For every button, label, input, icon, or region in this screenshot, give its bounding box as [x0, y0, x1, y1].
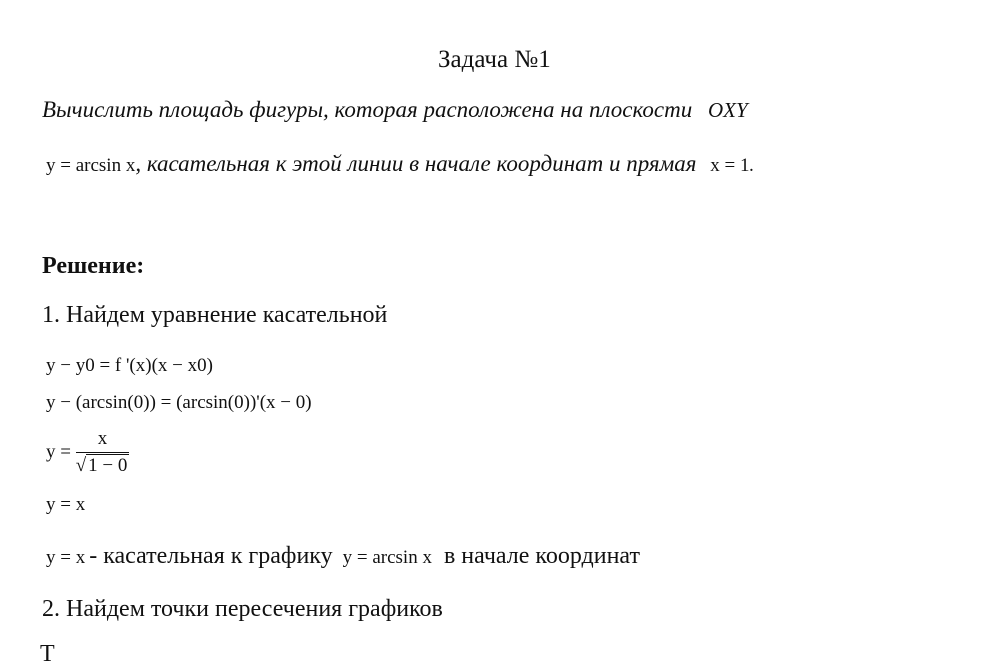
cut-off-next-line — [40, 641, 60, 667]
task-statement-line-1 — [42, 97, 748, 123]
fraction — [76, 428, 130, 477]
plane-name: OXY — [707, 98, 748, 122]
fraction-numerator: x — [76, 428, 130, 453]
conclusion-text-1: - касательная к графику — [89, 543, 333, 569]
tangent-conclusion — [46, 543, 640, 570]
tangent-result-equation: y = x — [46, 494, 86, 515]
conclusion-equation: y = x — [46, 547, 86, 568]
cut-off-char: Т — [40, 641, 55, 667]
tangent-substituted-equation: y − (arcsin(0)) = (arcsin(0))'(x − 0) — [46, 392, 312, 413]
line-formula: x = 1 — [710, 155, 750, 176]
conclusion-function: y = arcsin x — [342, 547, 432, 568]
conclusion-text-2: в начале координат — [443, 543, 640, 569]
task-text: Вычислить площадь фигуры, которая расположена на плоскости — [42, 97, 693, 122]
radicand: 1 − 0 — [88, 455, 128, 476]
problem-title: Задача №1 — [438, 46, 551, 73]
fraction-lhs: y = — [46, 441, 71, 463]
tangent-fraction-equation — [46, 428, 129, 477]
solution-heading: Решение: — [42, 253, 145, 279]
task-text-2: , касательная к этой линии в начале координат и прямая — [135, 151, 697, 176]
step-2-title: 2. Найдем точки пересечения графиков — [42, 596, 443, 622]
period: . — [749, 155, 755, 176]
sqrt-sign: √ 1 − 0 — [75, 455, 128, 476]
fraction-denominator — [76, 453, 130, 477]
task-statement-line-2 — [46, 151, 754, 177]
tangent-general-equation: y − y0 = f '(x)(x − x0) — [46, 355, 213, 376]
function-formula: y = arcsin x — [46, 155, 136, 176]
step-1-title: 1. Найдем уравнение касательной — [42, 302, 388, 328]
